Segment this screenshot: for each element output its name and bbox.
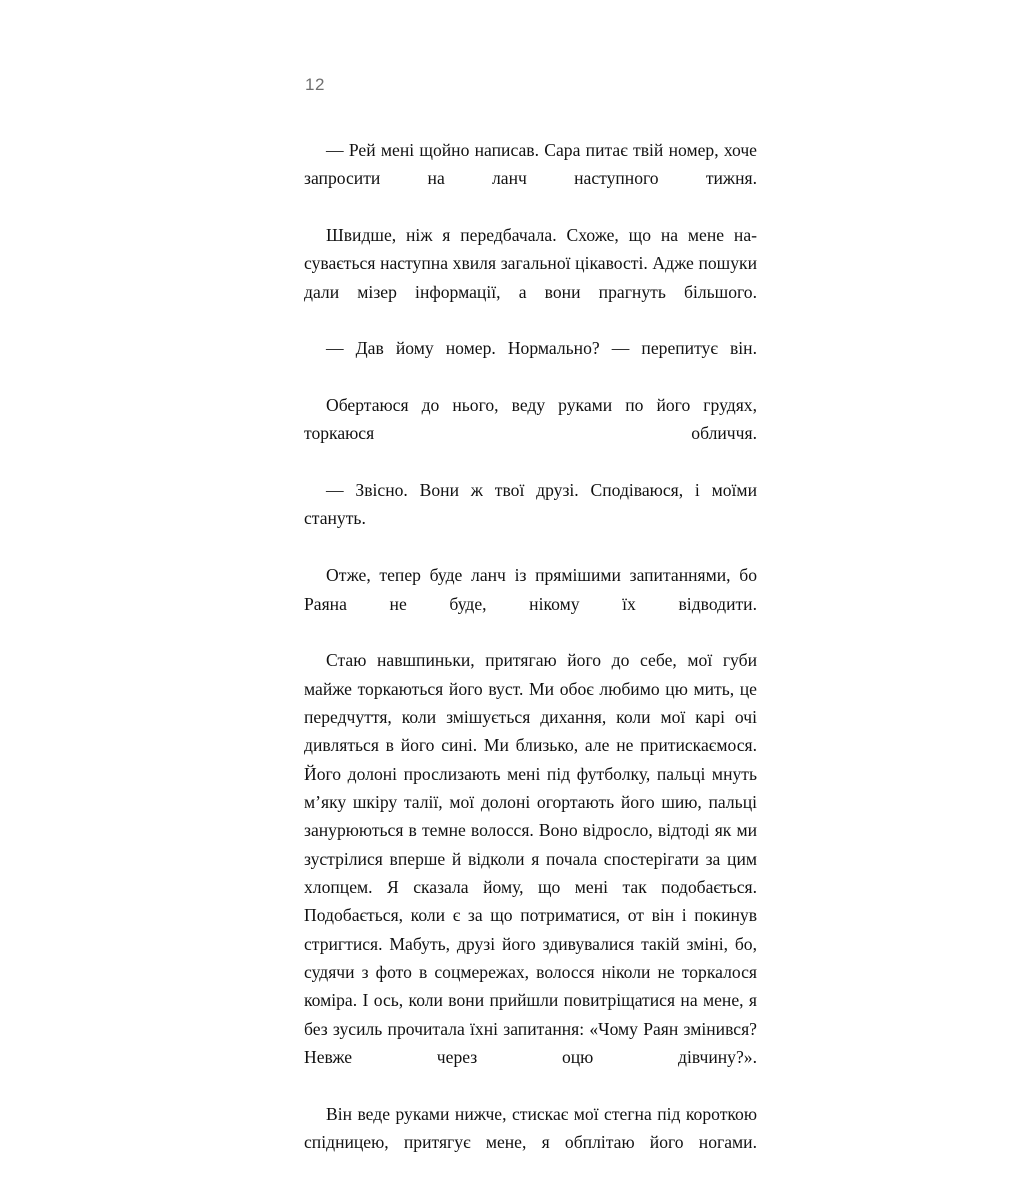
paragraph: — Звісно. Вони ж твої друзі. Сподіваюся, і моїми стануть. — [304, 480, 757, 529]
paragraph: — Рей мені щойно написав. Сара питає твій номер, хоче запросити на ланч наступного тижня. — [304, 140, 757, 189]
paragraph: — Дав йому номер. Нормально? — перепитує він. — [326, 338, 757, 359]
paragraph: Обертаюся до нього, веду руками по його грудях, торкаюся обличчя. — [304, 395, 757, 444]
body-text — [304, 136, 757, 1185]
paragraph: Отже, тепер буде ланч із прямішими запитаннями, бо Раяна не буде, нікому їх відводити. — [304, 565, 757, 614]
paragraph: Стаю навшпиньки, притягаю його до себе, мої губи майже торкаються його вуст. Ми обоє любимо цю мить, це передчуття, коли змішується дихання, коли мої карі очі дивляться в його сині. Ми близько, але не притискаємося. Його долоні прослизають мені під футболку, пальці мнуть м’яку шкіру талії, мої долоні огортають його шию, пальці занурюються в темне волосся. Воно відросло, відтоді як ми зустрілися вперше й відколи я почала спостерігати за цим хлопцем. Я сказала йому, що мені так подобається. Подобається, коли є за що потриматися, от він і покинув стригтися. Мабуть, друзі його здивувалися такій зміні, бо, судячи з фото в соцмережах, волосся ніколи не торкалося коміра. І ось, коли вони прийшли повитріщатися на мене, я без зусиль прочитала їхні запитання: «Чому Раян змінився? Невже через оцю дівчину?». — [304, 650, 757, 1067]
text-column — [304, 74, 757, 1185]
page-number: 12 — [305, 75, 326, 94]
paragraph: Швидше, ніж я передбачала. Схоже, що на мене насувається наступна хвиля загальної цікавості. Адже пошуки дали мізер інформації, а вони прагнуть більшого. — [304, 225, 757, 302]
paragraph: Він веде руками нижче, стискає мої стегна під короткою спідницею, притягує мене, я обплітаю його ногами. — [304, 1103, 757, 1153]
